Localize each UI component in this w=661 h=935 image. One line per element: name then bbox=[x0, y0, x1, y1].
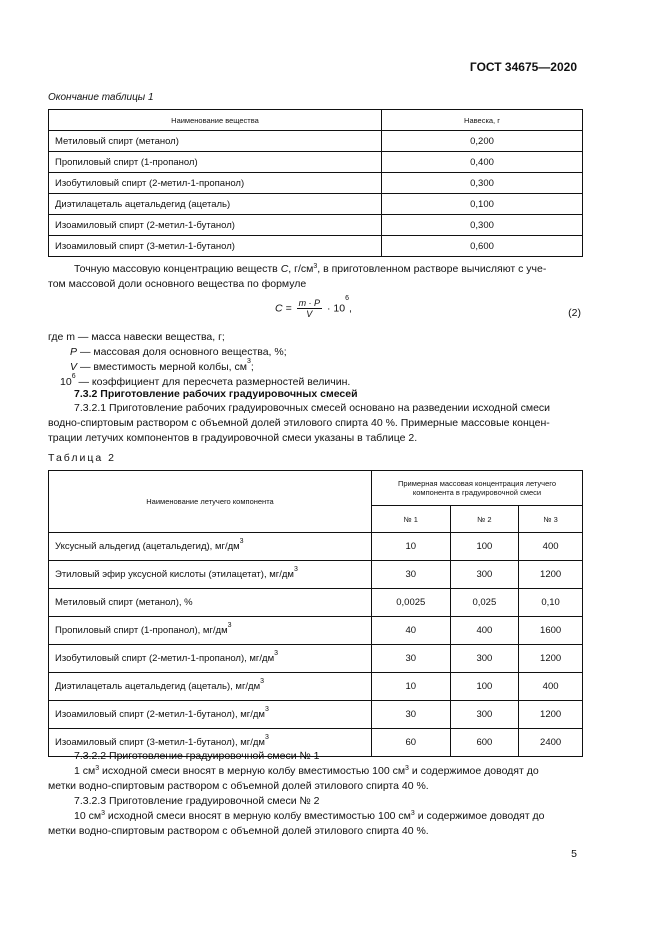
concentration-value: 0,10 bbox=[519, 589, 583, 617]
component-name-text: Диэтилацеталь ацетальдегид (ацеталь), мг/дм bbox=[55, 681, 261, 692]
concentration-value: 30 bbox=[372, 561, 451, 589]
concentration-value: 300 bbox=[450, 701, 519, 729]
concentration-value: 10 bbox=[372, 673, 451, 701]
component-name bbox=[49, 617, 372, 645]
concentration-value: 100 bbox=[450, 533, 519, 561]
table-row bbox=[49, 617, 583, 645]
table1-header-weight: Навеска, г bbox=[382, 110, 583, 131]
component-name bbox=[49, 561, 372, 589]
paragraph-line: трации летучих компонентов в градуировочной смеси указаны в таблице 2. bbox=[48, 432, 418, 444]
table-row bbox=[49, 533, 583, 561]
concentration-value: 400 bbox=[519, 673, 583, 701]
table-row bbox=[49, 645, 583, 673]
table-row bbox=[49, 673, 583, 701]
table-row bbox=[49, 236, 583, 257]
legend-line: $10^6$ — коэффициент для пересчета размерностей величин. bbox=[60, 373, 351, 388]
concentration-value: 0,0025 bbox=[372, 589, 451, 617]
paragraph-line: 1 $см^3$ исходной смеси вносят в мерную колбу вместимостью 100 $см^3$ и содержимое доводят до bbox=[74, 765, 539, 777]
formula-number: (2) bbox=[568, 307, 581, 319]
component-name-text: Пропиловый спирт (1-пропанол), мг/дм bbox=[55, 625, 228, 636]
paragraph-line: метки водно-спиртовым раствором с объемной долей этилового спирта 40 %. bbox=[48, 780, 429, 792]
concentration-value: 2400 bbox=[519, 729, 583, 757]
component-name-text: Уксусный альдегид (ацетальдегид), мг/дм bbox=[55, 541, 240, 552]
component-name-text: Изоамиловый спирт (3-метил-1-бутанол), мг/дм bbox=[55, 737, 265, 748]
component-name bbox=[49, 589, 372, 617]
substance-weight: 0,300 bbox=[382, 173, 583, 194]
concentration-value: 1600 bbox=[519, 617, 583, 645]
substance-name: Изоамиловый спирт (2-метил-1-бутанол) bbox=[49, 215, 382, 236]
standard-code: ГОСТ 34675—2020 bbox=[469, 60, 577, 74]
concentration-value: 30 bbox=[372, 701, 451, 729]
substance-name: Метиловый спирт (метанол) bbox=[49, 131, 382, 152]
table-row bbox=[49, 194, 583, 215]
concentration-value: 400 bbox=[450, 617, 519, 645]
table2-caption: Таблица 2 bbox=[48, 452, 116, 464]
concentration-value: 100 bbox=[450, 673, 519, 701]
table-row bbox=[49, 589, 583, 617]
paragraph-line: 10 $см^3$ исходной смеси вносят в мерную колбу вместимостью 100 $см^3$ и содержимое доводят до bbox=[74, 810, 545, 822]
concentration-value: 60 bbox=[372, 729, 451, 757]
component-name bbox=[49, 645, 372, 673]
substance-name: Пропиловый спирт (1-пропанол) bbox=[49, 152, 382, 173]
subsection-title: 7.3.2.3 Приготовление градуировочной смеси № 2 bbox=[74, 795, 320, 807]
concentration-value: 400 bbox=[519, 533, 583, 561]
component-name bbox=[49, 533, 372, 561]
component-name-text: Изобутиловый спирт (2-метил-1-пропанол), мг/дм bbox=[55, 653, 275, 664]
concentration-value: 300 bbox=[450, 645, 519, 673]
subsection-title: 7.3.2.2 Приготовление градуировочной смеси № 1 bbox=[74, 750, 320, 762]
table-1 bbox=[48, 109, 583, 257]
table2-header-name: Наименование летучего компонента bbox=[49, 471, 372, 533]
component-name-text: Метиловый спирт (метанол), % bbox=[55, 597, 193, 608]
paragraph-line: 7.3.2.1 Приготовление рабочих градуировочных смесей основано на разведении исходной смеси bbox=[74, 402, 551, 414]
substance-weight: 0,100 bbox=[382, 194, 583, 215]
table-row bbox=[49, 215, 583, 236]
concentration-value: 1200 bbox=[519, 645, 583, 673]
page-number: 5 bbox=[571, 848, 577, 860]
substance-name: Изоамиловый спирт (3-метил-1-бутанол) bbox=[49, 236, 382, 257]
concentration-value: 1200 bbox=[519, 561, 583, 589]
substance-weight: 0,200 bbox=[382, 131, 583, 152]
concentration-value: 600 bbox=[450, 729, 519, 757]
table1-header-name: Наименование вещества bbox=[49, 110, 382, 131]
table-row bbox=[49, 131, 583, 152]
concentration-value: 300 bbox=[450, 561, 519, 589]
unit-exponent: 3 bbox=[264, 706, 269, 713]
substance-weight: 0,300 bbox=[382, 215, 583, 236]
table-2 bbox=[48, 470, 583, 757]
legend-line: P — массовая доля основного вещества, %; bbox=[70, 346, 287, 358]
concentration-value: 40 bbox=[372, 617, 451, 645]
legend-line: V — вместимость мерной колбы, $см^3$; bbox=[70, 358, 254, 373]
section-title: 7.3.2 Приготовление рабочих градуировочных смесей bbox=[74, 388, 358, 400]
component-name-text: Изоамиловый спирт (2-метил-1-бутанол), мг/дм bbox=[55, 709, 265, 720]
substance-weight: 0,600 bbox=[382, 236, 583, 257]
component-name bbox=[49, 701, 372, 729]
paragraph-line: Точную массовую концентрацию веществ C, $г/см^3$, в приготовленном растворе вычисляют с уче- bbox=[74, 263, 547, 275]
table1-caption: Окончание таблицы 1 bbox=[48, 92, 154, 103]
table-row bbox=[49, 152, 583, 173]
component-name bbox=[49, 673, 372, 701]
paragraph-line: том массовой доли основного вещества по формуле bbox=[48, 278, 307, 290]
substance-name: Изобутиловый спирт (2-метил-1-пропанол) bbox=[49, 173, 382, 194]
component-name-text: Этиловый эфир уксусной кислоты (этилацетат), мг/дм bbox=[55, 569, 294, 580]
paragraph-line: метки водно-спиртовым раствором с объемной долей этилового спирта 40 %. bbox=[48, 825, 429, 837]
concentration-value: 10 bbox=[372, 533, 451, 561]
table-row bbox=[49, 561, 583, 589]
paragraph-line: водно-спиртовым раствором с объемной долей этилового спирта 40 %. Примерные массовые концен- bbox=[48, 417, 550, 429]
substance-name: Диэтилацеталь ацетальдегид (ацеталь) bbox=[49, 194, 382, 215]
unit-exponent: 3 bbox=[260, 678, 265, 685]
table2-header-group: Примерная массовая концентрация летучего компонента в градуировочной смеси bbox=[372, 471, 583, 506]
unit-exponent: 3 bbox=[293, 566, 298, 573]
table2-subheader: № 1 bbox=[372, 506, 451, 533]
unit-exponent: 3 bbox=[239, 538, 244, 545]
table2-subheader: № 3 bbox=[519, 506, 583, 533]
table2-subheader: № 2 bbox=[450, 506, 519, 533]
unit-exponent: 3 bbox=[274, 650, 279, 657]
concentration-value: 0,025 bbox=[450, 589, 519, 617]
table-row bbox=[49, 173, 583, 194]
concentration-value: 30 bbox=[372, 645, 451, 673]
concentration-value: 1200 bbox=[519, 701, 583, 729]
table-row bbox=[49, 701, 583, 729]
formula: C = $\frac{m \cdot P}{V}$ · $10^6$, bbox=[275, 295, 352, 319]
unit-exponent: 3 bbox=[227, 622, 232, 629]
legend-line: где m — масса навески вещества, г; bbox=[48, 331, 225, 343]
substance-weight: 0,400 bbox=[382, 152, 583, 173]
unit-exponent: 3 bbox=[264, 734, 269, 741]
